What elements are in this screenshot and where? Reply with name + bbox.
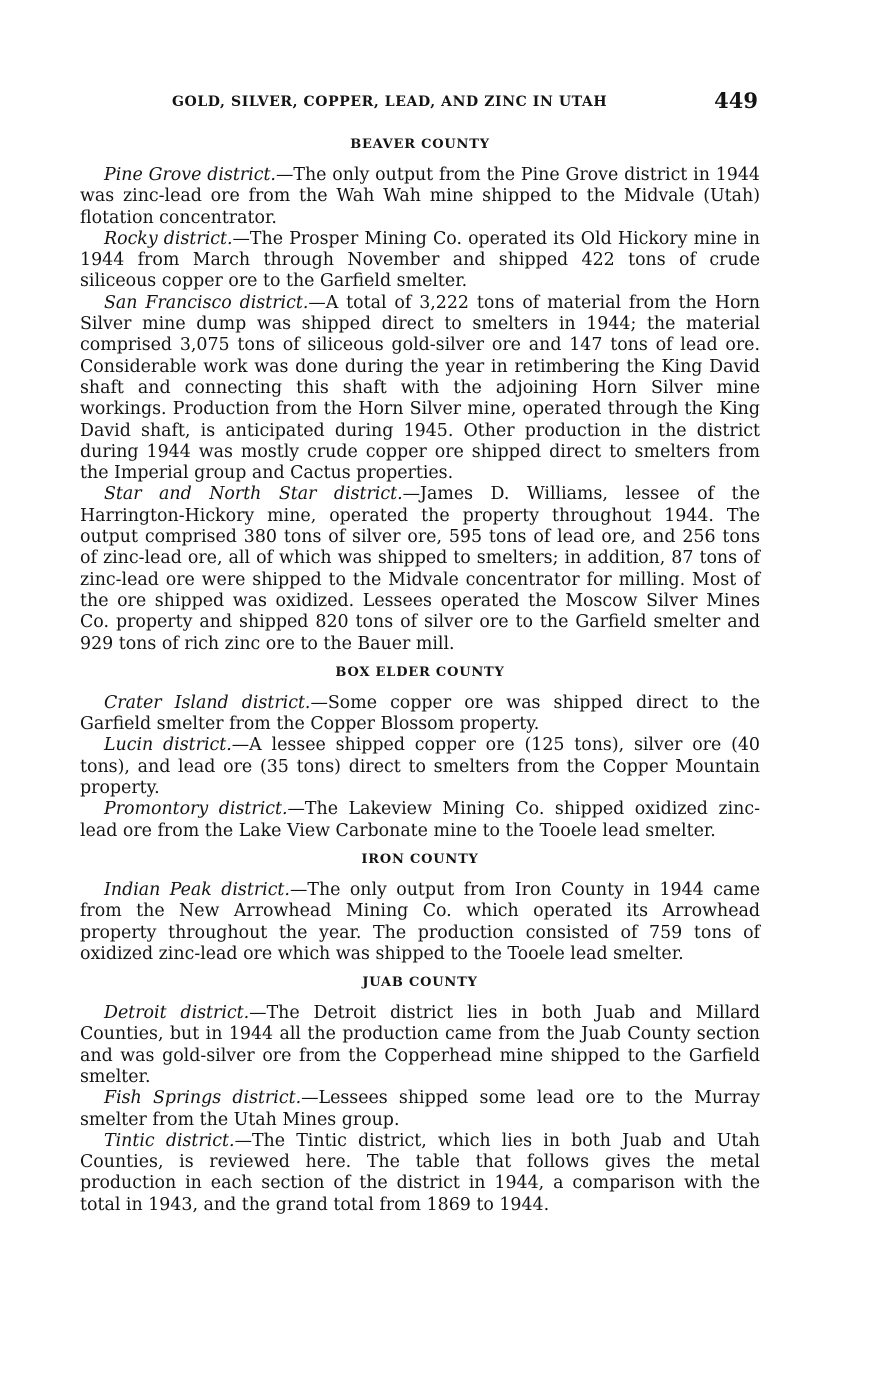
paragraph-text: —The Prosper Mining Co. operated its Old Hickory mine in 1944 from March through November and shipped 422 tons of crude siliceous copper ore to the Garfield smelter. [80, 228, 760, 292]
district-name: Pine Grove district. [104, 165, 276, 185]
district-name: Fish Springs district. [104, 1088, 302, 1109]
paragraph-lucin [80, 735, 760, 799]
section-heading-beaver-county: BEAVER COUNTY [350, 137, 490, 152]
paragraph-rocky [80, 229, 760, 293]
body-text [80, 133, 760, 1216]
paragraph-text: —James D. Williams, lessee of the Harrington-Hickory mine, operated the property throughout 1944. The output comprised 380 tons of silver ore, 595 tons of lead ore, and 256 tons of zinc-lead ore, all of which was shipped to smelters; in addition, 87 tons of zinc-lead ore were shipped to the Midvale concentrator for milling. Most of the ore shipped was oxidized. Lessees operated the Moscow Silver Mines Co. property and shipped 820 tons of silver ore to the Garfield smelter and 929 tons of rich zinc ore to the Bauer mill. [80, 484, 760, 654]
paragraph-text: —A total of 3,222 tons of material from the Horn Silver mine dump was shipped direct to smelters in 1944; the material comprised 3,075 tons of siliceous gold-silver ore and 147 tons of lead ore. Considerable work was done during the year in retimbering the King David shaft and connecting this shaft with the adjoining Horn Silver mine workings. Production from the Horn Silver mine, operated through the King David shaft, is anticipated during 1945. Other production in the district during 1944 was mostly crude copper ore shipped direct to smelters from the Imperial group and Cactus properties. [80, 292, 760, 484]
running-title: GOLD, SILVER, COPPER, LEAD, AND ZINC IN UTAH [172, 94, 608, 110]
section-heading-juab-county: JUAB COUNTY [362, 975, 478, 991]
paragraph-text: —Lessees shipped some lead ore to the Murray smelter from the Utah Mines group. [80, 1088, 761, 1130]
district-name: Lucin district. [104, 735, 232, 756]
district-name: Crater Island district. [104, 692, 311, 713]
paragraph-text: —Some copper ore was shipped direct to the Garfield smelter from the Copper Blossom property. [80, 692, 760, 735]
paragraph-pine-grove [80, 165, 760, 229]
paragraph-text: —The only output from the Pine Grove district in 1944 was zinc-lead ore from the Wah Wah mine shipped to the Midvale (Utah) flotation concentrator. [80, 165, 760, 228]
section-heading-iron-county: IRON COUNTY [361, 851, 479, 867]
district-name: San Francisco district. [104, 292, 309, 313]
paragraph-text: —A lessee shipped copper ore (125 tons), silver ore (40 tons), and lead ore (35 tons) direct to smelters from the Copper Mountain property. [80, 735, 760, 799]
district-name: Star and North Star district. [104, 484, 403, 505]
paragraph-text: —The Detroit district lies in both Juab and Millard Counties, but in 1944 all the production came from the Juab County section and was gold-silver ore from the Copperhead mine shipped to the Garfield smelter. [80, 1003, 760, 1087]
paragraph-fish-springs [80, 1088, 760, 1131]
paragraph-promontory [80, 799, 760, 842]
paragraph-crater-island [80, 693, 760, 736]
paragraph-text: —The only output from Iron County in 1944 came from the New Arrowhead Mining Co. which operated its Arrowhead property throughout the year. The production consisted of 759 tons of oxidized zinc-lead ore which was shipped to the Tooele lead smelter. [80, 879, 760, 964]
paragraph-text: —The Lakeview Mining Co. shipped oxidized zinc-lead ore from the Lake View Carbonate mine to the Tooele lead smelter. [80, 799, 760, 841]
paragraph-star-north-star [80, 484, 760, 654]
paragraph-san-francisco [80, 293, 760, 485]
district-name: Detroit district. [104, 1003, 250, 1024]
paragraph-indian-peak [80, 880, 760, 965]
paragraph-text: —The Tintic district, which lies in both Juab and Utah Counties, is reviewed here. The table that follows gives the metal production in each section of the district in 1944, a comparison with the total in 1943, and the grand total from 1869 to 1944. [80, 1130, 760, 1215]
district-name: Rocky district. [104, 228, 233, 249]
page-number: 449 [714, 88, 758, 113]
running-header [80, 88, 760, 116]
paragraph-tintic [80, 1131, 760, 1216]
district-name: Promontory district. [104, 799, 288, 820]
district-name: Tintic district. [104, 1130, 235, 1151]
section-heading-box-elder-county: BOX ELDER COUNTY [335, 664, 505, 680]
paragraph-detroit [80, 1003, 760, 1088]
district-name: Indian Peak district. [104, 879, 290, 900]
